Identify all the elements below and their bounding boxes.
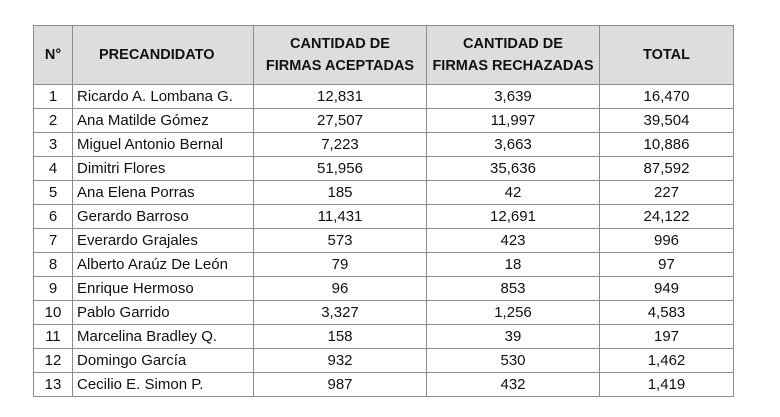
- cell-firmas-aceptadas: 79: [254, 253, 427, 277]
- header-firmas-rechazadas-line2: FIRMAS RECHAZADAS: [432, 58, 594, 74]
- cell-firmas-rechazadas: 3,663: [427, 133, 600, 157]
- cell-total: 10,886: [600, 133, 734, 157]
- cell-total: 87,592: [600, 157, 734, 181]
- cell-firmas-aceptadas: 987: [254, 373, 427, 397]
- cell-precandidato: Ana Matilde Gómez: [73, 109, 254, 133]
- cell-firmas-rechazadas: 42: [427, 181, 600, 205]
- cell-firmas-rechazadas: 35,636: [427, 157, 600, 181]
- cell-total: 4,583: [600, 301, 734, 325]
- cell-precandidato: Enrique Hermoso: [73, 277, 254, 301]
- cell-firmas-aceptadas: 932: [254, 349, 427, 373]
- cell-firmas-aceptadas: 96: [254, 277, 427, 301]
- cell-firmas-rechazadas: 39: [427, 325, 600, 349]
- cell-firmas-aceptadas: 51,956: [254, 157, 427, 181]
- cell-firmas-aceptadas: 7,223: [254, 133, 427, 157]
- cell-total: 949: [600, 277, 734, 301]
- table-body: [34, 85, 734, 397]
- table-row: [34, 349, 734, 373]
- cell-number: 8: [34, 253, 73, 277]
- header-total: TOTAL: [600, 26, 734, 85]
- table-row: [34, 229, 734, 253]
- header-precandidato: PRECANDIDATO: [73, 26, 254, 85]
- cell-firmas-rechazadas: 3,639: [427, 85, 600, 109]
- cell-precandidato: Marcelina Bradley Q.: [73, 325, 254, 349]
- cell-number: 2: [34, 109, 73, 133]
- cell-number: 11: [34, 325, 73, 349]
- cell-firmas-rechazadas: 18: [427, 253, 600, 277]
- signatures-table-container: [33, 25, 734, 397]
- cell-precandidato: Cecilio E. Simon P.: [73, 373, 254, 397]
- table-row: [34, 205, 734, 229]
- table-row: [34, 253, 734, 277]
- table-header-row: [34, 26, 734, 85]
- table-row: [34, 277, 734, 301]
- cell-firmas-rechazadas: 853: [427, 277, 600, 301]
- cell-firmas-aceptadas: 12,831: [254, 85, 427, 109]
- cell-number: 9: [34, 277, 73, 301]
- cell-firmas-rechazadas: 1,256: [427, 301, 600, 325]
- header-firmas-rechazadas-line1: CANTIDAD DE: [463, 36, 563, 52]
- cell-firmas-aceptadas: 3,327: [254, 301, 427, 325]
- table-row: [34, 157, 734, 181]
- cell-total: 996: [600, 229, 734, 253]
- cell-total: 1,462: [600, 349, 734, 373]
- table-row: [34, 109, 734, 133]
- cell-firmas-rechazadas: 423: [427, 229, 600, 253]
- cell-precandidato: Alberto Araúz De León: [73, 253, 254, 277]
- table-row: [34, 133, 734, 157]
- header-firmas-aceptadas: [254, 26, 427, 85]
- cell-precandidato: Pablo Garrido: [73, 301, 254, 325]
- cell-firmas-rechazadas: 12,691: [427, 205, 600, 229]
- cell-total: 39,504: [600, 109, 734, 133]
- cell-total: 197: [600, 325, 734, 349]
- header-firmas-rechazadas: [427, 26, 600, 85]
- signatures-table: [33, 25, 734, 397]
- cell-firmas-rechazadas: 432: [427, 373, 600, 397]
- cell-firmas-aceptadas: 158: [254, 325, 427, 349]
- table-row: [34, 301, 734, 325]
- cell-precandidato: Ana Elena Porras: [73, 181, 254, 205]
- cell-number: 3: [34, 133, 73, 157]
- header-number: N°: [34, 26, 73, 85]
- cell-number: 7: [34, 229, 73, 253]
- cell-precandidato: Dimitri Flores: [73, 157, 254, 181]
- cell-precandidato: Miguel Antonio Bernal: [73, 133, 254, 157]
- cell-number: 1: [34, 85, 73, 109]
- cell-number: 12: [34, 349, 73, 373]
- cell-total: 97: [600, 253, 734, 277]
- cell-precandidato: Gerardo Barroso: [73, 205, 254, 229]
- cell-firmas-aceptadas: 573: [254, 229, 427, 253]
- table-row: [34, 181, 734, 205]
- cell-precandidato: Ricardo A. Lombana G.: [73, 85, 254, 109]
- header-firmas-aceptadas-line1: CANTIDAD DE: [290, 36, 390, 52]
- cell-firmas-aceptadas: 11,431: [254, 205, 427, 229]
- cell-firmas-aceptadas: 27,507: [254, 109, 427, 133]
- cell-total: 227: [600, 181, 734, 205]
- cell-number: 4: [34, 157, 73, 181]
- cell-firmas-rechazadas: 11,997: [427, 109, 600, 133]
- cell-number: 5: [34, 181, 73, 205]
- table-row: [34, 85, 734, 109]
- cell-number: 13: [34, 373, 73, 397]
- table-row: [34, 325, 734, 349]
- table-row: [34, 373, 734, 397]
- cell-total: 24,122: [600, 205, 734, 229]
- cell-precandidato: Domingo García: [73, 349, 254, 373]
- cell-total: 1,419: [600, 373, 734, 397]
- cell-firmas-aceptadas: 185: [254, 181, 427, 205]
- cell-firmas-rechazadas: 530: [427, 349, 600, 373]
- cell-precandidato: Everardo Grajales: [73, 229, 254, 253]
- cell-number: 6: [34, 205, 73, 229]
- header-firmas-aceptadas-line2: FIRMAS ACEPTADAS: [265, 58, 415, 74]
- cell-total: 16,470: [600, 85, 734, 109]
- cell-number: 10: [34, 301, 73, 325]
